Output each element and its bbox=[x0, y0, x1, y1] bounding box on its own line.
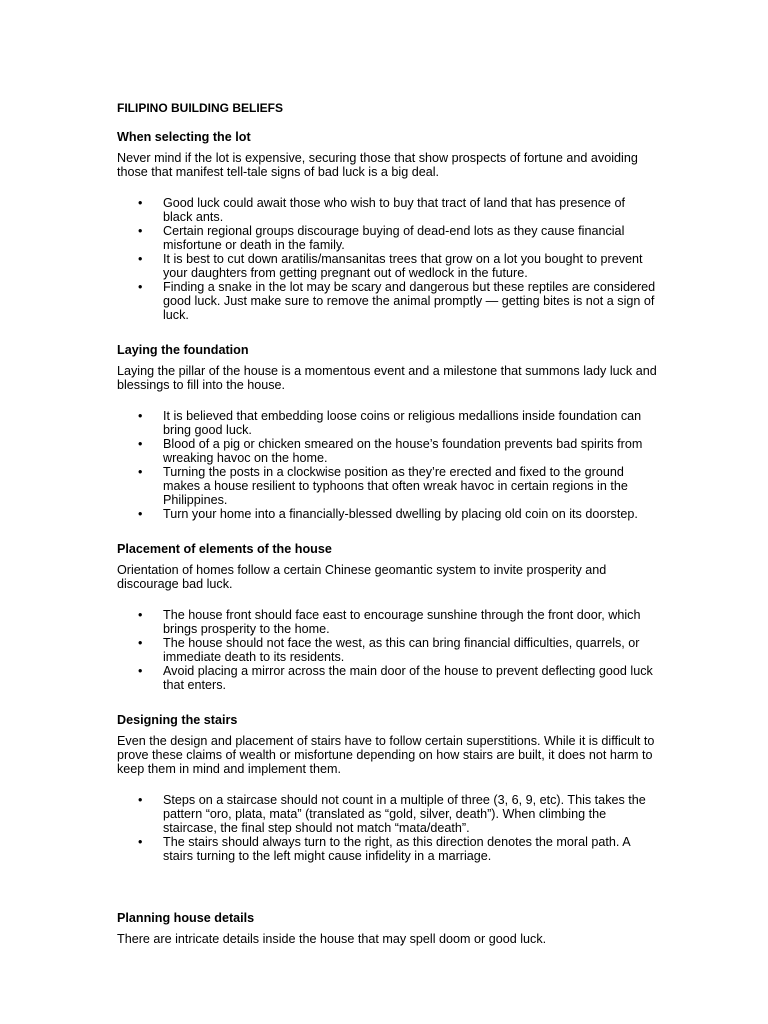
list-item: • Blood of a pig or chicken smeared on the house’s foundation prevents bad spirits from wreaking havoc on the home. bbox=[117, 437, 657, 465]
section-planning-details bbox=[117, 911, 657, 946]
list-item: • The stairs should always turn to the right, as this direction denotes the moral path. A stairs turning to the left might cause infidelity in a marriage. bbox=[117, 835, 657, 863]
document-title: FILIPINO BUILDING BELIEFS bbox=[117, 101, 284, 115]
section-heading: Designing the stairs bbox=[117, 713, 238, 727]
section-selecting-lot bbox=[117, 130, 657, 322]
section-heading: Laying the foundation bbox=[117, 343, 249, 357]
section-heading: Planning house details bbox=[117, 911, 255, 925]
list-item: • Steps on a staircase should not count in a multiple of three (3, 6, 9, etc). This takes the pattern “oro, plata, mata” (translated as “gold, silver, death”). When climbing the staircase, the final step should not match “mata/death”. bbox=[117, 793, 657, 835]
bullet-list bbox=[117, 793, 657, 863]
list-item: • It is believed that embedding loose coins or religious medallions inside foundation can bring good luck. bbox=[117, 409, 657, 437]
section-designing-stairs bbox=[117, 713, 657, 863]
list-item: • The house front should face east to encourage sunshine through the front door, which brings prosperity to the home. bbox=[117, 608, 657, 636]
section-intro: Even the design and placement of stairs have to follow certain superstitions. While it is difficult to prove these claims of wealth or misfortune depending on how stairs are built, it does not harm to keep them in mind and implement them. bbox=[117, 734, 655, 776]
section-heading: Placement of elements of the house bbox=[117, 542, 332, 556]
document-body bbox=[117, 101, 657, 963]
section-placement-elements bbox=[117, 542, 657, 692]
bullet-list bbox=[117, 409, 657, 521]
bullet-list bbox=[117, 608, 657, 692]
bullet-list bbox=[117, 196, 657, 322]
section-intro: Orientation of homes follow a certain Chinese geomantic system to invite prosperity and discourage bad luck. bbox=[117, 563, 607, 591]
list-item: • Turn your home into a financially-blessed dwelling by placing old coin on its doorstep. bbox=[117, 507, 657, 521]
list-item: • Finding a snake in the lot may be scary and dangerous but these reptiles are considered good luck. Just make sure to remove the animal promptly — getting bites is not a sign of luck. bbox=[117, 280, 657, 322]
list-item: • Turning the posts in a clockwise position as they’re erected and fixed to the ground makes a house resilient to typhoons that often wreak havoc in certain regions in the Philippines. bbox=[117, 465, 657, 507]
list-item: • Good luck could await those who wish to buy that tract of land that has presence of black ants. bbox=[117, 196, 657, 224]
section-laying-foundation bbox=[117, 343, 657, 521]
section-intro: There are intricate details inside the house that may spell doom or good luck. bbox=[117, 932, 547, 946]
list-item: • Avoid placing a mirror across the main door of the house to prevent deflecting good luck that enters. bbox=[117, 664, 657, 692]
section-intro: Never mind if the lot is expensive, securing those that show prospects of fortune and avoiding those that manifest tell-tale signs of bad luck is a big deal. bbox=[117, 151, 638, 179]
list-item: • The house should not face the west, as this can bring financial difficulties, quarrels, or immediate death to its residents. bbox=[117, 636, 657, 664]
section-intro: Laying the pillar of the house is a momentous event and a milestone that summons lady luck and blessings to fill into the house. bbox=[117, 364, 657, 392]
section-heading: When selecting the lot bbox=[117, 130, 251, 144]
list-item: • Certain regional groups discourage buying of dead-end lots as they cause financial misfortune or death in the family. bbox=[117, 224, 657, 252]
list-item: • It is best to cut down aratilis/mansanitas trees that grow on a lot you bought to prevent your daughters from getting pregnant out of wedlock in the future. bbox=[117, 252, 657, 280]
